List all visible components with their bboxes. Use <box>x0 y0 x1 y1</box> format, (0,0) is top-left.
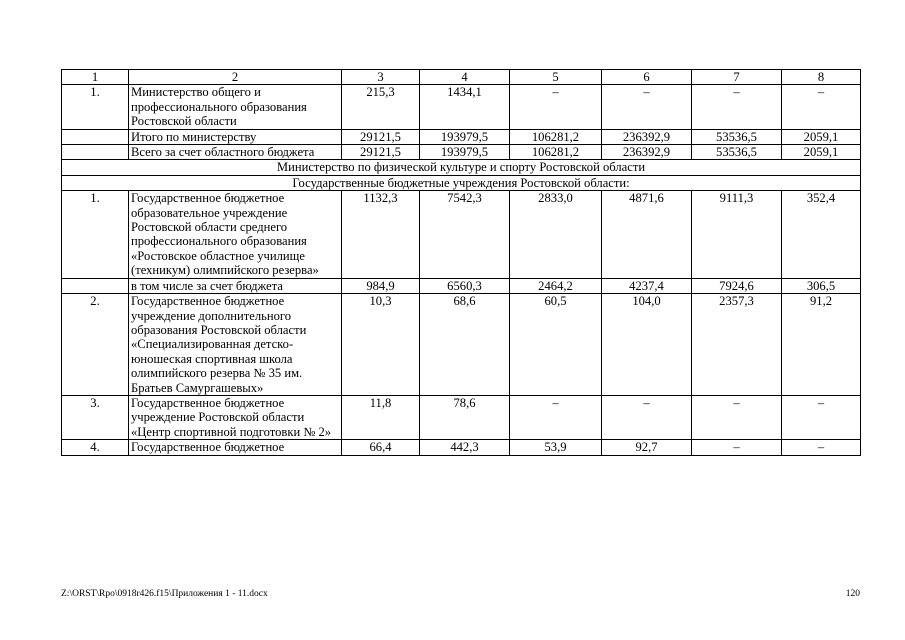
col-5-value: 106281,2 <box>510 129 602 144</box>
row-number: 4. <box>62 440 129 455</box>
section-heading: Министерство по физической культуре и спорту Ростовской области <box>62 160 861 175</box>
row-number: 2. <box>62 294 129 396</box>
table-row <box>62 129 861 144</box>
row-name: Всего за счет областного бюджета <box>129 145 342 160</box>
header-row <box>62 70 861 85</box>
col-7-value: – <box>692 85 782 129</box>
row-number: 3. <box>62 395 129 439</box>
col-5-value: 106281,2 <box>510 145 602 160</box>
row-number: 1. <box>62 85 129 129</box>
page-number: 120 <box>845 589 860 599</box>
row-number <box>62 129 129 144</box>
col-7-value: 9111,3 <box>692 191 782 278</box>
col-4-value: 6560,3 <box>420 278 510 293</box>
header-cell: 5 <box>510 70 602 85</box>
col-7-value: – <box>692 395 782 439</box>
col-3-value: 984,9 <box>342 278 420 293</box>
row-name: Государственное бюджетное учреждение Ростовской области «Центр спортивной подготовки № 2» <box>129 395 342 439</box>
table-row <box>62 278 861 293</box>
col-8-value: 91,2 <box>782 294 861 396</box>
table-row <box>62 440 861 455</box>
col-6-value: – <box>602 85 692 129</box>
col-3-value: 215,3 <box>342 85 420 129</box>
table-row <box>62 294 861 396</box>
col-3-value: 29121,5 <box>342 145 420 160</box>
col-8-value: 306,5 <box>782 278 861 293</box>
col-6-value: 236392,9 <box>602 129 692 144</box>
section-heading-row <box>62 160 861 175</box>
col-7-value: 7924,6 <box>692 278 782 293</box>
col-4-value: 442,3 <box>420 440 510 455</box>
table-row <box>62 395 861 439</box>
col-8-value: 352,4 <box>782 191 861 278</box>
section-heading: Государственные бюджетные учреждения Ростовской области: <box>62 175 861 190</box>
table-row <box>62 85 861 129</box>
col-5-value: – <box>510 395 602 439</box>
row-name: в том числе за счет бюджета <box>129 278 342 293</box>
col-3-value: 66,4 <box>342 440 420 455</box>
row-name: Государственное бюджетное учреждение дополнительного образования Ростовской области «Специализированная детско-юношеская спортивная школа олимпийского резерва № 35 им. Братьев Самургашевых» <box>129 294 342 396</box>
header-cell: 4 <box>420 70 510 85</box>
col-3-value: 10,3 <box>342 294 420 396</box>
row-number: 1. <box>62 191 129 278</box>
col-3-value: 1132,3 <box>342 191 420 278</box>
col-8-value: – <box>782 395 861 439</box>
col-7-value: 53536,5 <box>692 145 782 160</box>
header-cell: 7 <box>692 70 782 85</box>
header-cell: 6 <box>602 70 692 85</box>
col-5-value: 2464,2 <box>510 278 602 293</box>
row-name: Государственное бюджетное образовательное учреждение Ростовской области среднего профессионального образования «Ростовское областное училище (техникум) олимпийского резерва» <box>129 191 342 278</box>
header-cell: 2 <box>129 70 342 85</box>
col-4-value: 1434,1 <box>420 85 510 129</box>
col-8-value: – <box>782 85 861 129</box>
col-3-value: 29121,5 <box>342 129 420 144</box>
header-cell: 3 <box>342 70 420 85</box>
header-cell: 8 <box>782 70 861 85</box>
col-6-value: – <box>602 395 692 439</box>
col-6-value: 92,7 <box>602 440 692 455</box>
row-name: Министерство общего и профессионального образования Ростовской области <box>129 85 342 129</box>
table-body <box>62 85 861 455</box>
col-8-value: – <box>782 440 861 455</box>
col-4-value: 78,6 <box>420 395 510 439</box>
col-7-value: – <box>692 440 782 455</box>
section-heading-row <box>62 175 861 190</box>
col-7-value: 53536,5 <box>692 129 782 144</box>
col-3-value: 11,8 <box>342 395 420 439</box>
col-8-value: 2059,1 <box>782 129 861 144</box>
col-7-value: 2357,3 <box>692 294 782 396</box>
col-6-value: 4871,6 <box>602 191 692 278</box>
row-name: Государственное бюджетное <box>129 440 342 455</box>
row-number <box>62 278 129 293</box>
col-6-value: 4237,4 <box>602 278 692 293</box>
col-4-value: 193979,5 <box>420 145 510 160</box>
header-cell: 1 <box>62 70 129 85</box>
col-5-value: 53,9 <box>510 440 602 455</box>
table-row <box>62 191 861 278</box>
table-row <box>62 145 861 160</box>
col-5-value: 60,5 <box>510 294 602 396</box>
budget-table <box>61 69 861 456</box>
col-4-value: 68,6 <box>420 294 510 396</box>
col-5-value: – <box>510 85 602 129</box>
footer-file-path: Z:\ORST\Rpo\0918r426.f15\Приложения 1 - 11.docx <box>61 589 268 599</box>
row-name: Итого по министерству <box>129 129 342 144</box>
col-8-value: 2059,1 <box>782 145 861 160</box>
row-number <box>62 145 129 160</box>
col-6-value: 104,0 <box>602 294 692 396</box>
col-4-value: 193979,5 <box>420 129 510 144</box>
col-4-value: 7542,3 <box>420 191 510 278</box>
col-5-value: 2833,0 <box>510 191 602 278</box>
col-6-value: 236392,9 <box>602 145 692 160</box>
